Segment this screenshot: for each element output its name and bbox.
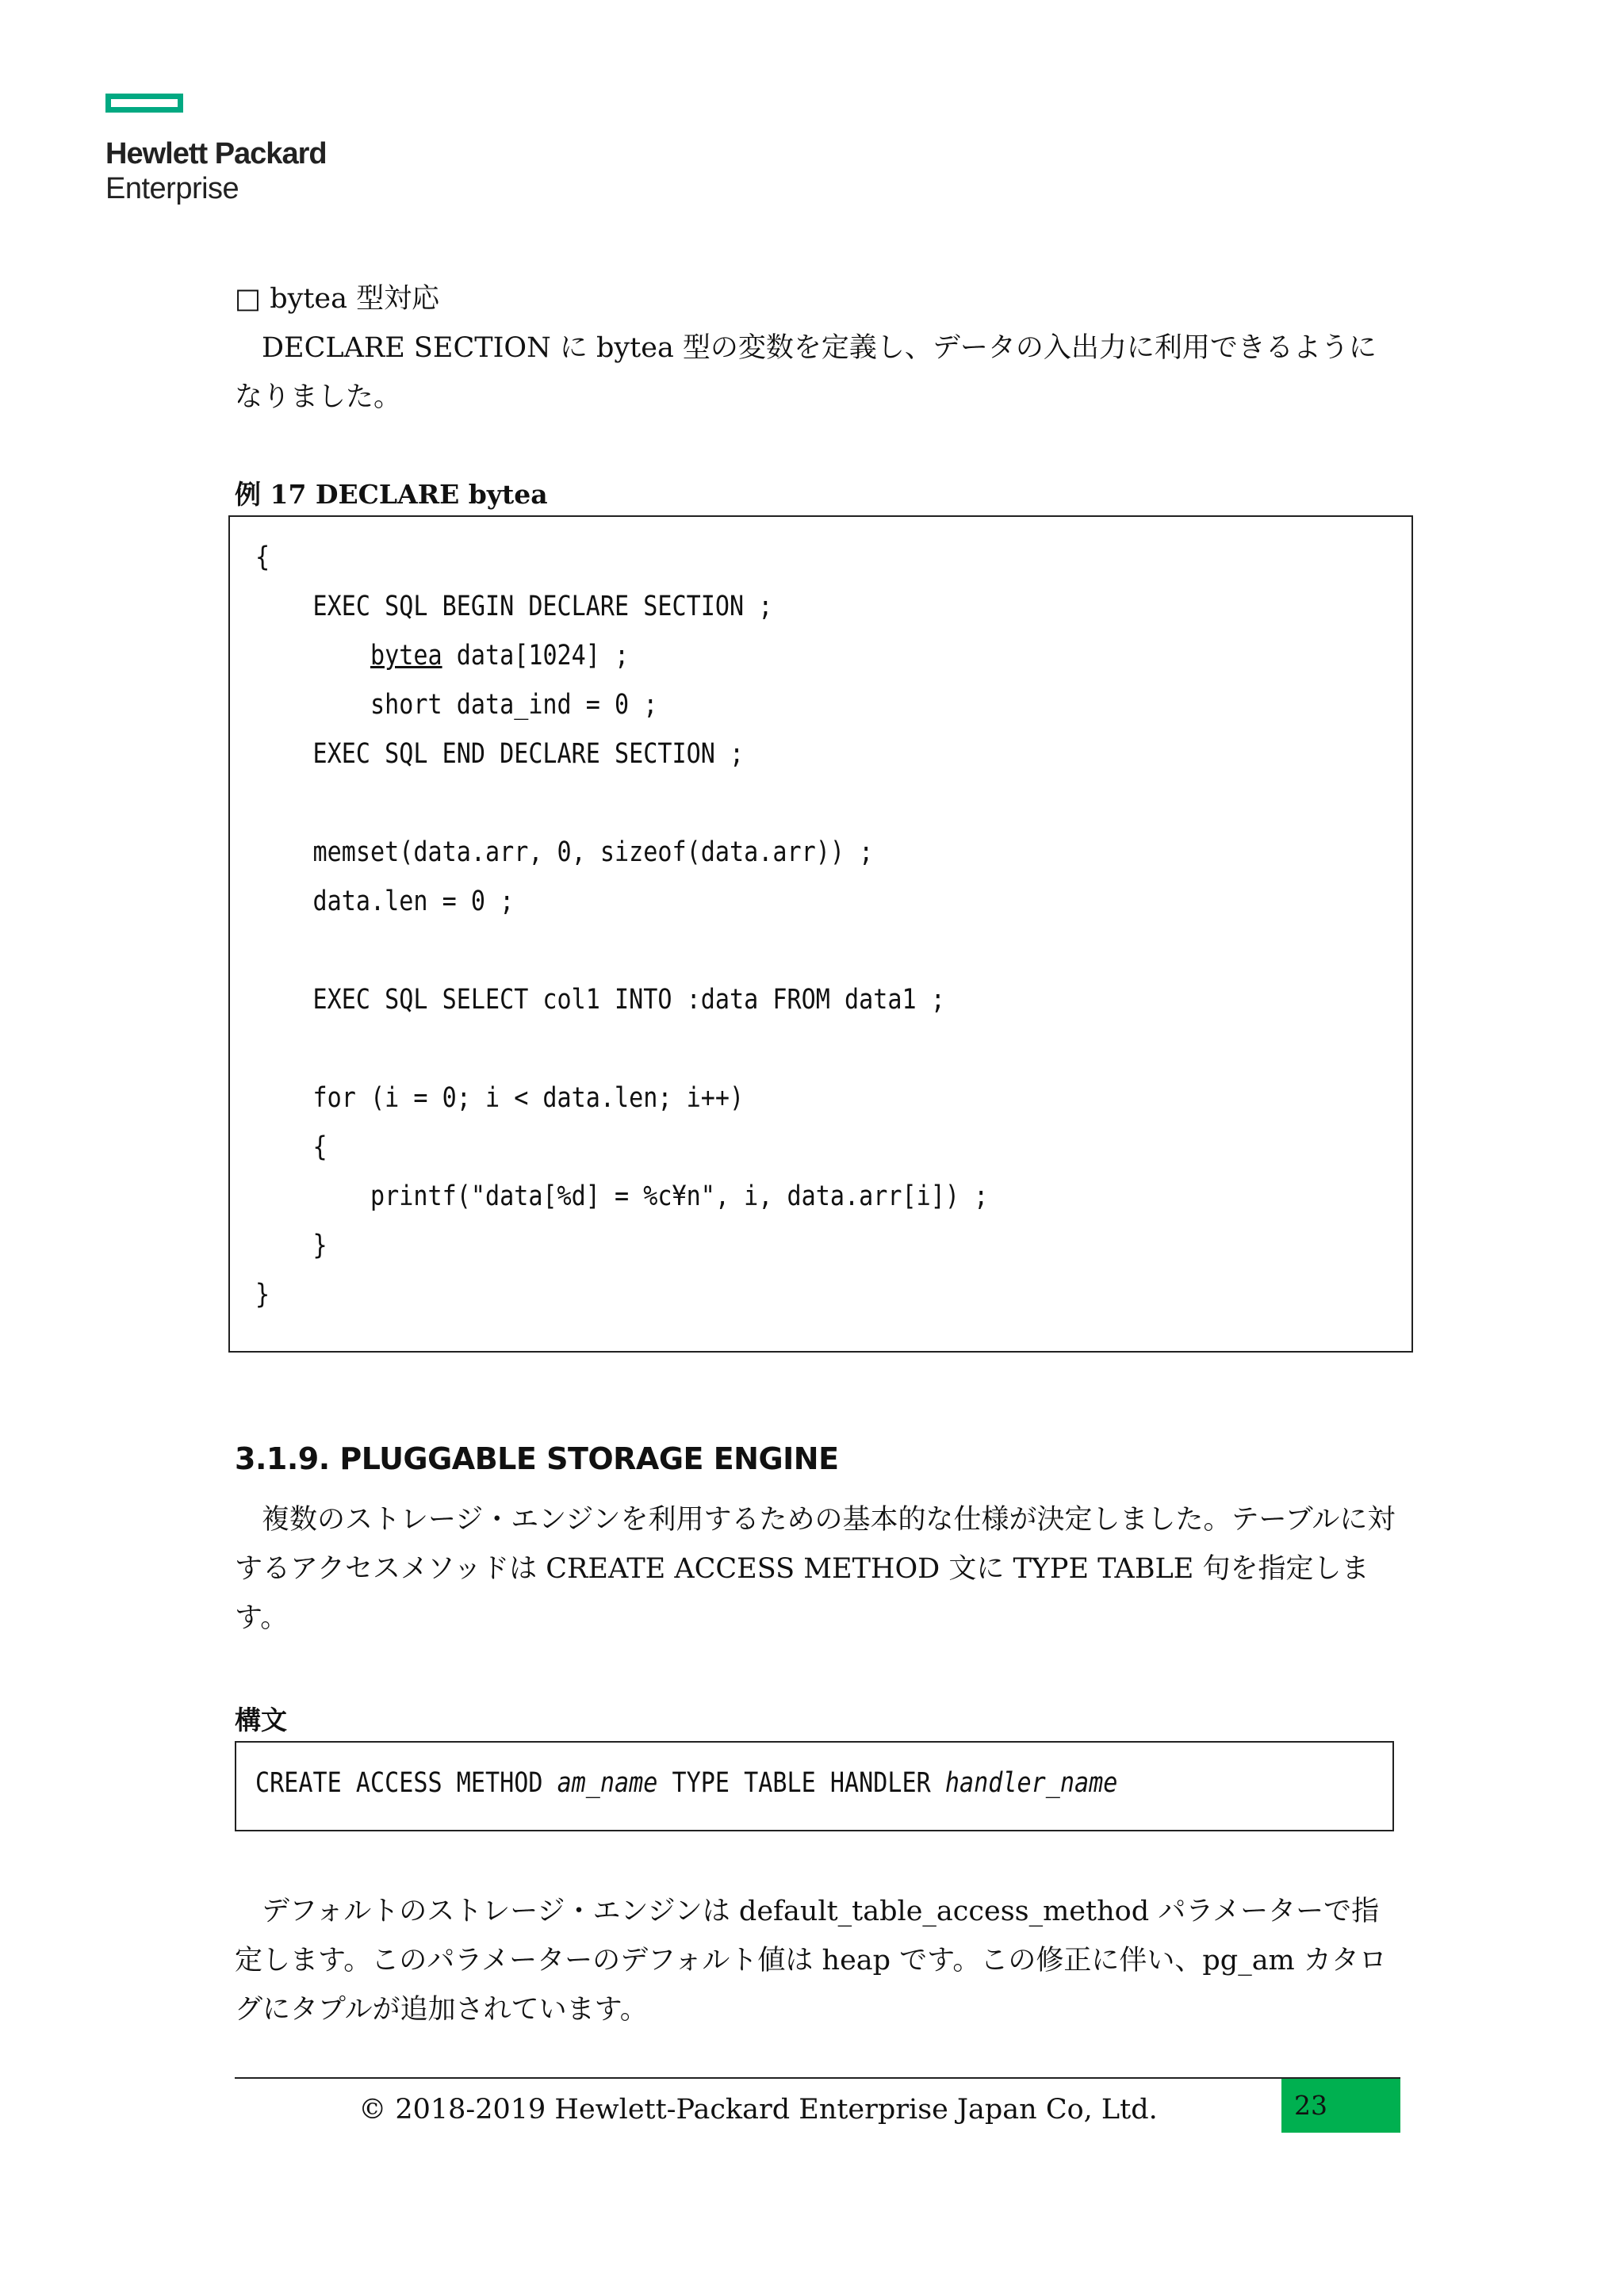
code-line [255,975,1250,1024]
code-line [255,877,1250,926]
code-text: EXEC SQL BEGIN DECLARE SECTION ; [255,591,773,622]
logo-text-line2: Enterprise [105,172,239,205]
syntax-keyword-2: TYPE TABLE HANDLER [657,1767,945,1799]
example-caption: 例 17 DECLARE bytea [235,479,548,510]
code-line [255,631,1250,680]
code-text: } [255,1230,327,1261]
code-text: { [255,541,270,573]
code-lines [255,533,1411,1319]
bytea-heading: □ bytea 型対応 [235,283,440,315]
code-text: { [255,1131,327,1163]
code-text: data[1024] ; [442,640,630,672]
code-line [255,1221,1250,1270]
syntax-caption: 構文 [235,1705,287,1735]
page-number: 23 [1281,2079,1400,2133]
code-line [255,779,1250,828]
code-text: EXEC SQL END DECLARE SECTION ; [255,738,745,770]
hpe-logo [105,94,359,206]
footer-copyright: © 2018-2019 Hewlett-Packard Enterprise Japan Co, Ltd. [358,2094,1158,2126]
code-text: for (i = 0; i < data.len; i++) [255,1082,745,1114]
section-body: 複数のストレージ・エンジンを利用するための基本的な仕様が決定しました。テーブルに対するアクセスメソッドは CREATE ACCESS METHOD 文に TYPE TABLE 句を指定します。 [235,1504,1396,1634]
code-underlined-keyword: bytea [370,640,442,672]
code-line [255,1024,1250,1073]
code-line [255,1073,1250,1123]
code-line [255,1172,1250,1221]
hpe-logo-bar [105,94,183,113]
code-line [255,729,1250,779]
code-line [255,680,1250,729]
code-line [255,926,1250,975]
default-engine-para: デフォルトのストレージ・エンジンは default_table_access_method パラメーターで指定します。このパラメーターのデフォルト値は heap です。この修正に伴い、pg_am カタログにタプルが追加されています。 [235,1896,1387,2026]
code-block [228,515,1413,1353]
code-line [255,828,1250,877]
code-line [255,1123,1250,1172]
code-text [255,640,370,672]
syntax-line [255,1758,1233,1808]
logo-text-line1: Hewlett Packard [105,137,327,170]
syntax-keyword-1: CREATE ACCESS METHOD [255,1767,557,1799]
code-line [255,1270,1250,1319]
code-text: memset(data.arr, 0, sizeof(data.arr)) ; [255,836,874,868]
code-text: EXEC SQL SELECT col1 INTO :data FROM data1 ; [255,984,945,1016]
section-heading: 3.1.9. PLUGGABLE STORAGE ENGINE [235,1441,839,1476]
syntax-box [235,1741,1394,1831]
code-text: data.len = 0 ; [255,886,515,917]
syntax-arg-am-name: am_name [557,1767,658,1799]
bytea-body: DECLARE SECTION に bytea 型の変数を定義し、データの入出力に利用できるようになりました。 [235,332,1377,413]
code-text: } [255,1279,270,1311]
syntax-arg-handler-name: handler_name [944,1767,1118,1799]
code-text: printf("data[%d] = %c¥n", i, data.arr[i]) ; [255,1181,989,1212]
code-text: short data_ind = 0 ; [255,689,658,721]
code-line [255,533,1250,582]
code-line [255,582,1250,631]
footer-rule [235,2077,1400,2079]
